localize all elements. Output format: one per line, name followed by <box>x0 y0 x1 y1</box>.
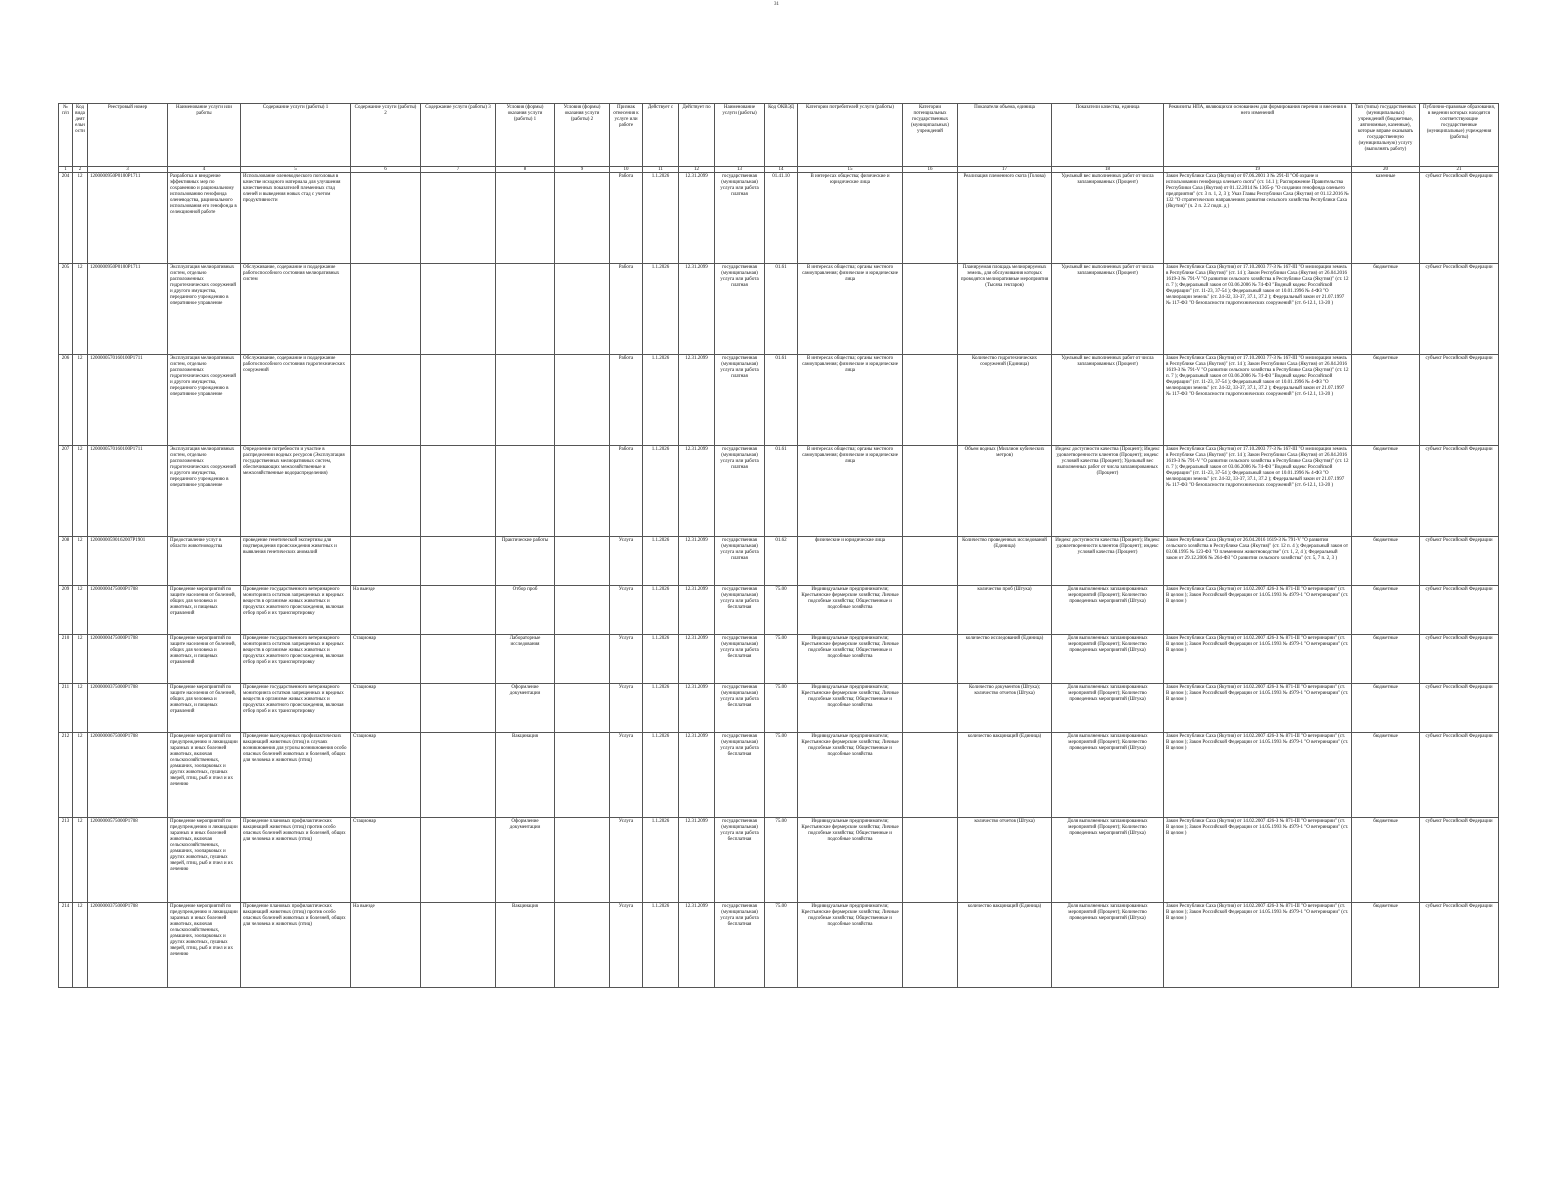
okved-code: 75.00 <box>765 733 798 818</box>
header-cell: Действует с <box>643 104 679 167</box>
table-row <box>59 446 1499 537</box>
volume-indicators: количество проб (Штука) <box>958 586 1052 635</box>
row-number: 211 <box>59 684 73 733</box>
row-number: 204 <box>59 173 73 264</box>
row-number: 210 <box>59 635 73 684</box>
header-cell: Публично-правовые образования, в ведении которых находятся соответствующие государственные (муниципальные) учреждения (работы) <box>1420 104 1499 167</box>
valid-from: 1.1.2026 <box>643 733 679 818</box>
service-content-1: Использование оленеводческого поголовья в качестве исходного материала для улучшения качественных показателей племенных стад оленей и выведения новых стад с учетом продуктивности <box>241 173 351 264</box>
institution-type: бюджетные <box>1352 586 1420 635</box>
registry-number: 12000000590162007Р1901 <box>88 537 168 586</box>
consumer-categories: физические и юридические лица <box>798 537 903 586</box>
legal-acts: Закон Республики Саха (Якутия) от 14.02.2007 426-З № 871-III "О ветеринарии" (ст. В целом ); Закон Российской Федерации от 14.05.1993 № 4979-1 "О ветеринарии" (ст. В целом ) <box>1164 635 1352 684</box>
consumer-categories: Индивидуальные предприниматели; Крестьянские фермерские хозяйства; Личные подсобные хозяйства; Общественные и подсобные хозяйства <box>798 586 903 635</box>
valid-to: 12.31.2099 <box>679 635 715 684</box>
registry-number: 12000000675000Р1708 <box>88 733 168 818</box>
column-number: 12 <box>679 167 715 173</box>
quality-indicators: Удельный вес выполненных работ от числа запланированных (Процент) <box>1052 264 1164 355</box>
institution-type: бюджетные <box>1352 635 1420 684</box>
service-name: Проведение мероприятий по защите населения от болезней, общих для человека и животных, и пищевых отравлений <box>168 684 241 733</box>
service-content-3 <box>421 355 496 446</box>
service-form-2 <box>555 903 610 988</box>
column-number: 14 <box>765 167 798 173</box>
table-row <box>59 586 1499 635</box>
column-number: 21 <box>1420 167 1499 173</box>
valid-to: 12.31.2099 <box>679 684 715 733</box>
quality-indicators: Доля выполненных запланированных мероприятий (Процент); Количество проведенных мероприятий (Штука) <box>1052 818 1164 903</box>
row-number: 205 <box>59 264 73 355</box>
service-kind: Услуга <box>610 537 643 586</box>
valid-to: 12.31.2099 <box>679 903 715 988</box>
page-number: 31 <box>774 2 779 7</box>
row-number: 213 <box>59 818 73 903</box>
registry-number: 12000000375000Р1708 <box>88 903 168 988</box>
column-number: 5 <box>241 167 351 173</box>
header-cell: Содержание услуги (работы) 3 <box>421 104 496 167</box>
public-entity: субъект Российской Федерации <box>1420 903 1499 988</box>
row-number: 208 <box>59 537 73 586</box>
service-form-2 <box>555 733 610 818</box>
valid-to: 12.31.2099 <box>679 818 715 903</box>
service-name: Предоставление услуг в области животноводства <box>168 537 241 586</box>
okved-code: 75.00 <box>765 818 798 903</box>
service-content-3 <box>421 635 496 684</box>
institution-categories <box>903 818 958 903</box>
institution-categories <box>903 635 958 684</box>
volume-indicators: Планируемая площадь мелиорируемых земель, для обслуживания которых проводятся мелиоративные мероприятия (Тысяча гектаров) <box>958 264 1052 355</box>
public-entity: субъект Российской Федерации <box>1420 446 1499 537</box>
valid-from: 1.1.2026 <box>643 264 679 355</box>
service-name: Проведение мероприятий по защите населения от болезней, общих для человека и животных, и пищевых отравлений <box>168 586 241 635</box>
consumer-categories: Индивидуальные предприниматели; Крестьянские фермерские хозяйства; Личные подсобные хозяйства; Общественные и подсобные хозяйства <box>798 733 903 818</box>
okved-code: 01.41.10 <box>765 173 798 264</box>
header-cell: Код ОКВЭД <box>765 104 798 167</box>
service-form-1 <box>496 173 555 264</box>
consumer-categories: Индивидуальные предприниматели; Крестьянские фермерские хозяйства; Личные подсобные хозяйства; Общественные и подсобные хозяйства <box>798 903 903 988</box>
column-number: 2 <box>73 167 88 173</box>
public-entity: субъект Российской Федерации <box>1420 537 1499 586</box>
quality-indicators: Индекс доступности качества (Процент); Индекс удовлетворенности клиентов (Процент); индекс условий качества (Процент); Удельный вес выполненных работ от числа запланированных (Процент) <box>1052 446 1164 537</box>
service-title: государственная (муниципальная) услуга или работа бесплатная <box>715 733 765 818</box>
column-number: 20 <box>1352 167 1420 173</box>
registry-number: 1200000950Р0100Р1711 <box>88 264 168 355</box>
column-number: 4 <box>168 167 241 173</box>
valid-from: 1.1.2026 <box>643 635 679 684</box>
consumer-categories: В интересах общества; органы местного самоуправления; физические и юридические лица <box>798 264 903 355</box>
service-content-2 <box>351 537 421 586</box>
public-entity: субъект Российской Федерации <box>1420 818 1499 903</box>
service-name: Проведение мероприятий по предупреждению и ликвидации заразных и иных болезней животных, включая сельскохозяйственных, домашних, зоопарковых и других животных, пушных зверей, птиц, рыб и пчел и их лечению <box>168 818 241 903</box>
column-number: 1 <box>59 167 73 173</box>
legal-acts: Закон Республики Саха (Якутия) от 26.04.2016 1619-З № 791-V "О развитии сельского хозяйства в Республике Саха (Якутия)" (ст. 12 п. 4 ); Федеральный закон от 03.08.1995 № 123-ФЗ "О племенном животноводстве" (ст. 1, 2, 4 ); Федеральный закон от 29.12.2006 № 264-ФЗ "О развитии сельского хозяйства" (ст. 5, 7 п. 2, 3 ) <box>1164 537 1352 586</box>
header-cell: Содержание услуги (работы) 1 <box>241 104 351 167</box>
institution-categories <box>903 446 958 537</box>
service-name: Эксплуатация мелиоративных систем, отдельно расположенных гидротехнических сооружений и другого имущества, переданного учреждению в оперативное управление <box>168 446 241 537</box>
header-cell: Тип (типы) государственных (муниципальных) учреждений (бюджетные, автономные, казенные), которые вправе оказывать государственную (муниципальную) услугу (выполнять работу) <box>1352 104 1420 167</box>
activity-code: 12 <box>73 446 88 537</box>
public-entity: субъект Российской Федерации <box>1420 586 1499 635</box>
volume-indicators: количество вакцинаций (Единица) <box>958 903 1052 988</box>
header-cell: Показатели качества, единица <box>1052 104 1164 167</box>
institution-type: бюджетные <box>1352 684 1420 733</box>
service-kind: Услуга <box>610 684 643 733</box>
service-content-2: Стационар <box>351 733 421 818</box>
header-cell: Наименование услуги (работы) <box>715 104 765 167</box>
activity-code: 12 <box>73 264 88 355</box>
service-content-1: Обслуживание, содержание и поддержание работоспособного состояния мелиоративных систем <box>241 264 351 355</box>
valid-to: 12.31.2099 <box>679 173 715 264</box>
volume-indicators: количество отчетов (Штука) <box>958 818 1052 903</box>
legal-acts: Закон Республики Саха (Якутия) от 14.02.2007 426-З № 871-III "О ветеринарии" (ст. В целом ); Закон Российской Федерации от 14.05.1993 № 4979-1 "О ветеринарии" (ст. В целом ) <box>1164 586 1352 635</box>
institution-categories <box>903 264 958 355</box>
okved-code: 01.61 <box>765 355 798 446</box>
valid-from: 1.1.2026 <box>643 818 679 903</box>
institution-type: бюджетные <box>1352 537 1420 586</box>
volume-indicators: Количество документов (Штука); количество отчетов (Штука) <box>958 684 1052 733</box>
institution-categories <box>903 684 958 733</box>
service-name: Проведение мероприятий по защите населения от болезней, общих для человека и животных, и пищевых отравлений <box>168 635 241 684</box>
institution-categories <box>903 173 958 264</box>
header-cell: № п/п <box>59 104 73 167</box>
volume-indicators: Количество гидротехнических сооружений (Единица) <box>958 355 1052 446</box>
service-content-2: Стационар <box>351 684 421 733</box>
consumer-categories: Индивидуальные предприниматели; Крестьянские фермерские хозяйства; Личные подсобные хозяйства; Общественные и подсобные хозяйства <box>798 818 903 903</box>
column-number: 3 <box>88 167 168 173</box>
row-number: 207 <box>59 446 73 537</box>
table-row <box>59 264 1499 355</box>
header-cell: Реестровый номер <box>88 104 168 167</box>
column-number: 17 <box>958 167 1052 173</box>
okved-code: 75.00 <box>765 903 798 988</box>
service-name: Разработка и внедрение эффективных мер по сохранению и рациональному использованию генофонда оленеводства, рационального использования его генофонда в селекционной работе <box>168 173 241 264</box>
column-number: 6 <box>351 167 421 173</box>
consumer-categories: В интересах общества; физические и юридические лица <box>798 173 903 264</box>
volume-indicators: количество исследований (Единица) <box>958 635 1052 684</box>
service-title: государственная (муниципальная) услуга или работа бесплатная <box>715 635 765 684</box>
service-title: государственная (муниципальная) услуга или работа бесплатная <box>715 903 765 988</box>
registry-number: 12000000575000Р1708 <box>88 818 168 903</box>
institution-categories <box>903 733 958 818</box>
consumer-categories: В интересах общества; органы местного самоуправления; физические и юридические лица <box>798 446 903 537</box>
institution-type: казенные <box>1352 173 1420 264</box>
valid-to: 12.31.2099 <box>679 446 715 537</box>
registry-number: 1200000570160100Р1711 <box>88 355 168 446</box>
service-kind: Услуга <box>610 733 643 818</box>
okved-code: 75.00 <box>765 684 798 733</box>
quality-indicators: Доля выполненных запланированных мероприятий (Процент); Количество проведенных мероприятий (Штука) <box>1052 586 1164 635</box>
service-form-2 <box>555 586 610 635</box>
service-content-3 <box>421 684 496 733</box>
valid-from: 1.1.2026 <box>643 537 679 586</box>
header-cell: Действует по <box>679 104 715 167</box>
service-content-3 <box>421 903 496 988</box>
service-kind: Работа <box>610 173 643 264</box>
header-cell: Наименование услуги или работы <box>168 104 241 167</box>
service-form-1: Оформление документации <box>496 818 555 903</box>
service-content-1: Проведение вынужденных профилактических вакцинаций животных (птиц) в случаях возникновения для угрозы возникновения особо опасных болезней животных и болезней, общих для человека и животных (птиц) <box>241 733 351 818</box>
quality-indicators: Удельный вес выполненных работ от числа запланированных (Процент) <box>1052 355 1164 446</box>
row-number: 209 <box>59 586 73 635</box>
header-cell: Реквизиты НПА, являющихся основанием для формирования перечня и внесения в него изменений <box>1164 104 1352 167</box>
legal-acts: Закон Республики Саха (Якутия) от 14.02.2007 426-З № 871-III "О ветеринарии" (ст. В целом ); Закон Российской Федерации от 14.05.1993 № 4979-1 "О ветеринарии" (ст. В целом ) <box>1164 684 1352 733</box>
service-content-2 <box>351 446 421 537</box>
service-content-2: На выезде <box>351 586 421 635</box>
legal-acts: Закон Республики Саха (Якутия) от 17.10.2003 77-З № 167-III "О мелиорации земель в Республике Саха (Якутия)" (ст. 14 ); Закон Республики Саха (Якутия) от 26.04.2016 1619-З № 791-V "О развитии сельского хозяйства в Республике Саха (Якутия)" (ст. 12 п. 7 ); Федеральный закон от 03.06.2006 № 74-ФЗ "Водный кодекс Российской Федерации" (ст. 11-23, 37-54 ); Федеральный закон от 10.01.1996 № 4-ФЗ "О мелиорации земель" (ст. 24-32, 33-37, 37.1, 37.2 ); Федеральный закон от 21.07.1997 № 117-ФЗ "О безопасности гидротехнических сооружений" (ст. 6-12.1, 13-20 ) <box>1164 446 1352 537</box>
service-name: Эксплуатация мелиоративных систем, отдельно расположенных гидротехнических сооружений и другого имущества, переданного учреждению в оперативное управление <box>168 264 241 355</box>
service-form-2 <box>555 173 610 264</box>
activity-code: 12 <box>73 818 88 903</box>
header-cell: Показатели объема, единица <box>958 104 1052 167</box>
institution-type: бюджетные <box>1352 733 1420 818</box>
service-kind: Услуга <box>610 818 643 903</box>
okved-code: 75.00 <box>765 635 798 684</box>
service-content-3 <box>421 733 496 818</box>
service-content-1: Определение потребности и участие в распределении водных ресурсов (Эксплуатация государственных мелиоративных систем, обеспечивающих межхозяйственные и межхозяйственные водораспределения) <box>241 446 351 537</box>
valid-from: 1.1.2026 <box>643 586 679 635</box>
service-form-2 <box>555 818 610 903</box>
volume-indicators: количество вакцинаций (Единица) <box>958 733 1052 818</box>
activity-code: 12 <box>73 903 88 988</box>
registry-number: 1200000950Р0100Р1711 <box>88 173 168 264</box>
valid-from: 1.1.2026 <box>643 684 679 733</box>
service-content-3 <box>421 818 496 903</box>
registry-number: 1200000570160100Р1711 <box>88 446 168 537</box>
service-form-1 <box>496 446 555 537</box>
legal-acts: Закон Республики Саха (Якутия) от 17.10.2003 77-З № 167-III "О мелиорации земель в Республике Саха (Якутия)" (ст. 14 ); Закон Республики Саха (Якутия) от 26.04.2016 1619-З № 791-V "О развитии сельского хозяйства в Республике Саха (Якутия)" (ст. 12 п. 7 ); Федеральный закон от 03.06.2006 № 74-ФЗ "Водный кодекс Российской Федерации" (ст. 11-23, 37-54 ); Федеральный закон от 10.01.1996 № 4-ФЗ "О мелиорации земель" (ст. 24-32, 33-37, 37.1, 37.2 ); Федеральный закон от 21.07.1997 № 117-ФЗ "О безопасности гидротехнических сооружений" (ст. 6-12.1, 13-20 ) <box>1164 264 1352 355</box>
institution-type: бюджетные <box>1352 355 1420 446</box>
service-content-2 <box>351 264 421 355</box>
service-content-3 <box>421 586 496 635</box>
header-cell: Категории потенциальных государственных (муниципальных) учреждений <box>903 104 958 167</box>
column-number: 9 <box>555 167 610 173</box>
legal-acts: Закон Республики Саха (Якутия) от 14.02.2007 426-З № 871-III "О ветеринарии" (ст. В целом ); Закон Российской Федерации от 14.05.1993 № 4979-1 "О ветеринарии" (ст. В целом ) <box>1164 903 1352 988</box>
activity-code: 12 <box>73 355 88 446</box>
table-row <box>59 173 1499 264</box>
service-content-2: Стационар <box>351 818 421 903</box>
institution-categories <box>903 537 958 586</box>
table-row <box>59 635 1499 684</box>
service-content-1: Проведение плановых профилактических вакцинаций животных (птиц) против особо опасных болезней животных и болезней, общих для человека и животных (птиц) <box>241 818 351 903</box>
institution-categories <box>903 586 958 635</box>
consumer-categories: Индивидуальные предприниматели; Крестьянские фермерские хозяйства; Личные подсобные хозяйства; Общественные и подсобные хозяйства <box>798 684 903 733</box>
service-title: государственная (муниципальная) услуга или работа платная <box>715 355 765 446</box>
services-register-table <box>58 103 1499 988</box>
service-title: государственная (муниципальная) услуга или работа платная <box>715 173 765 264</box>
consumer-categories: Индивидуальные предприниматели; Крестьянские фермерские хозяйства; Личные подсобные хозяйства; Общественные и подсобные хозяйства <box>798 635 903 684</box>
service-form-2 <box>555 355 610 446</box>
quality-indicators: Доля выполненных запланированных мероприятий (Процент); Количество проведенных мероприятий (Штука) <box>1052 684 1164 733</box>
quality-indicators: Доля выполненных запланированных мероприятий (Процент); Количество проведенных мероприятий (Штука) <box>1052 635 1164 684</box>
service-form-1 <box>496 264 555 355</box>
service-title: государственная (муниципальная) услуга или работа бесплатная <box>715 586 765 635</box>
service-form-2 <box>555 537 610 586</box>
column-number: 18 <box>1052 167 1164 173</box>
service-content-1: Проведение государственного ветеринарного мониторинга остатков запрещенных и вредных веществ в организме живых животных и продуктах животного происхождения, включая отбор проб и их транспортировку <box>241 586 351 635</box>
service-form-1: Оформление документации <box>496 684 555 733</box>
service-title: государственная (муниципальная) услуга или работа бесплатная <box>715 684 765 733</box>
service-title: государственная (муниципальная) услуга или работа бесплатная <box>715 818 765 903</box>
volume-indicators: Реализация племенного скота (Голова) <box>958 173 1052 264</box>
header-cell: Код вида деятельности <box>73 104 88 167</box>
column-number: 7 <box>421 167 496 173</box>
public-entity: субъект Российской Федерации <box>1420 173 1499 264</box>
okved-code: 01.62 <box>765 537 798 586</box>
quality-indicators: Доля выполненных запланированных мероприятий (Процент); Количество проведенных мероприятий (Штука) <box>1052 733 1164 818</box>
table-row <box>59 818 1499 903</box>
service-title: государственная (муниципальная) услуга или работа платная <box>715 264 765 355</box>
table-row <box>59 355 1499 446</box>
service-form-2 <box>555 264 610 355</box>
service-content-3 <box>421 173 496 264</box>
public-entity: субъект Российской Федерации <box>1420 684 1499 733</box>
header-cell: Условия (формы) оказания услуги (работы) 2 <box>555 104 610 167</box>
column-number: 16 <box>903 167 958 173</box>
service-form-1 <box>496 355 555 446</box>
okved-code: 75.00 <box>765 586 798 635</box>
activity-code: 12 <box>73 537 88 586</box>
service-content-3 <box>421 264 496 355</box>
institution-categories <box>903 355 958 446</box>
registry-number: 12000000475000Р1708 <box>88 635 168 684</box>
header-cell: Условия (формы) оказания услуги (работы) 1 <box>496 104 555 167</box>
volume-indicators: Количество проведенных исследований (Единица) <box>958 537 1052 586</box>
service-form-2 <box>555 684 610 733</box>
column-number: 8 <box>496 167 555 173</box>
service-kind: Работа <box>610 355 643 446</box>
service-kind: Услуга <box>610 635 643 684</box>
institution-categories <box>903 903 958 988</box>
table-row <box>59 903 1499 988</box>
service-form-1: Вакцинация <box>496 733 555 818</box>
service-content-3 <box>421 537 496 586</box>
legal-acts: Закон Республики Саха (Якутия) от 14.02.2007 426-З № 871-III "О ветеринарии" (ст. В целом ); Закон Российской Федерации от 14.05.1993 № 4979-1 "О ветеринарии" (ст. В целом ) <box>1164 733 1352 818</box>
institution-type: бюджетные <box>1352 818 1420 903</box>
activity-code: 12 <box>73 635 88 684</box>
activity-code: 12 <box>73 733 88 818</box>
valid-to: 12.31.2099 <box>679 586 715 635</box>
registry-number: 12000000475000Р1708 <box>88 586 168 635</box>
header-row <box>59 104 1499 167</box>
service-title: государственная (муниципальная) услуга или работа платная <box>715 446 765 537</box>
valid-to: 12.31.2099 <box>679 355 715 446</box>
registry-number: 12000000375000Р1708 <box>88 684 168 733</box>
volume-indicators: Объем водных (Миллион кубических метров) <box>958 446 1052 537</box>
service-content-3 <box>421 446 496 537</box>
row-number: 212 <box>59 733 73 818</box>
valid-to: 12.31.2099 <box>679 733 715 818</box>
public-entity: субъект Российской Федерации <box>1420 733 1499 818</box>
activity-code: 12 <box>73 684 88 733</box>
row-number: 206 <box>59 355 73 446</box>
activity-code: 12 <box>73 173 88 264</box>
valid-from: 1.1.2026 <box>643 173 679 264</box>
consumer-categories: В интересах общества; органы местного самоуправления; физические и юридические лица <box>798 355 903 446</box>
valid-from: 1.1.2026 <box>643 446 679 537</box>
header-cell: Содержание услуги (работы) 2 <box>351 104 421 167</box>
service-form-1: Вакцинация <box>496 903 555 988</box>
table-row <box>59 684 1499 733</box>
service-kind: Работа <box>610 264 643 355</box>
legal-acts: Закон Республики Саха (Якутия) от 17.10.2003 77-З № 167-III "О мелиорации земель в Республике Саха (Якутия)" (ст. 14 ); Закон Республики Саха (Якутия) от 26.04.2016 1619-З № 791-V "О развитии сельского хозяйства в Республике Саха (Якутия)" (ст. 12 п. 7 ); Федеральный закон от 03.06.2006 № 74-ФЗ "Водный кодекс Российской Федерации" (ст. 11-23, 37-54 ); Федеральный закон от 10.01.1996 № 4-ФЗ "О мелиорации земель" (ст. 24-32, 33-37, 37.1, 37.2 ); Федеральный закон от 21.07.1997 № 117-ФЗ "О безопасности гидротехнических сооружений" (ст. 6-12.1, 13-20 ) <box>1164 355 1352 446</box>
legal-acts: Закон Республики Саха (Якутия) от 14.02.2007 426-З № 871-III "О ветеринарии" (ст. В целом ); Закон Российской Федерации от 14.05.1993 № 4979-1 "О ветеринарии" (ст. В целом ) <box>1164 818 1352 903</box>
column-number: 13 <box>715 167 765 173</box>
header-cell: Категории потребителей услуги (работы) <box>798 104 903 167</box>
okved-code: 01.61 <box>765 446 798 537</box>
institution-type: бюджетные <box>1352 903 1420 988</box>
header-cell: Признак отнесения к услуге или работе <box>610 104 643 167</box>
service-content-1: Обслуживание, содержание и поддержание работоспособного состояния гидротехнических сооружений <box>241 355 351 446</box>
public-entity: субъект Российской Федерации <box>1420 264 1499 355</box>
column-number: 11 <box>643 167 679 173</box>
service-content-2: На выезде <box>351 903 421 988</box>
valid-from: 1.1.2026 <box>643 903 679 988</box>
service-form-1: Лабораторные исследования <box>496 635 555 684</box>
service-content-2: Стационар <box>351 635 421 684</box>
quality-indicators: Удельный вес выполненных работ от числа запланированных (Процент) <box>1052 173 1164 264</box>
service-content-1: проведение генетической экспертизы для подтверждения происхождения животных и выявления генетических аномалий <box>241 537 351 586</box>
okved-code: 01.61 <box>765 264 798 355</box>
service-form-2 <box>555 446 610 537</box>
row-number: 214 <box>59 903 73 988</box>
quality-indicators: Доля выполненных запланированных мероприятий (Процент); Количество проведенных мероприятий (Штука) <box>1052 903 1164 988</box>
valid-to: 12.31.2099 <box>679 264 715 355</box>
public-entity: субъект Российской Федерации <box>1420 635 1499 684</box>
service-form-1: Отбор проб <box>496 586 555 635</box>
service-kind: Услуга <box>610 903 643 988</box>
valid-from: 1.1.2026 <box>643 355 679 446</box>
service-content-2 <box>351 173 421 264</box>
service-title: государственная (муниципальная) услуга или работа платная <box>715 537 765 586</box>
service-name: Эксплуатация мелиоративных систем, отдельно расположенных гидротехнических сооружений и другого имущества, переданного учреждению в оперативное управление <box>168 355 241 446</box>
service-content-1: Проведение государственного ветеринарного мониторинга остатков запрещенных и вредных веществ в организме живых животных и продуктах животного происхождения, включая отбор проб и их транспортировку <box>241 635 351 684</box>
service-content-1: Проведение плановых профилактических вакцинаций животных (птиц) против особо опасных болезней животных и болезней, общих для человека и животных (птиц) <box>241 903 351 988</box>
table-row <box>59 733 1499 818</box>
institution-type: бюджетные <box>1352 446 1420 537</box>
service-kind: Работа <box>610 446 643 537</box>
public-entity: субъект Российской Федерации <box>1420 355 1499 446</box>
institution-type: бюджетные <box>1352 264 1420 355</box>
service-name: Проведение мероприятий по предупреждению и ликвидации заразных и иных болезней животных, включая сельскохозяйственных, домашних, зоопарковых и других животных, пушных зверей, птиц, рыб и пчел и их лечению <box>168 903 241 988</box>
service-form-1: Практические работы <box>496 537 555 586</box>
column-number: 15 <box>798 167 903 173</box>
quality-indicators: Индекс доступности качества (Процент); Индекс удовлетворенности клиентов (Процент); индекс условий качества (Процент) <box>1052 537 1164 586</box>
service-form-2 <box>555 635 610 684</box>
service-name: Проведение мероприятий по предупреждению и ликвидации заразных и иных болезней животных, включая сельскохозяйственных, домашних, зоопарковых и других животных, пушных зверей, птиц, рыб и пчел и их лечению <box>168 733 241 818</box>
column-number: 10 <box>610 167 643 173</box>
service-content-1: Проведение государственного ветеринарного мониторинга остатков запрещенных и вредных веществ в организме живых животных и продуктах животного происхождения, включая отбор проб и их транспортировку <box>241 684 351 733</box>
column-number: 19 <box>1164 167 1352 173</box>
legal-acts: Закон Республики Саха (Якутия) от 07.06.2001 З № 291-II "Об охране и использовании генофонда оленьего скота" (ст. 14.1 ); Распоряжение Правительства Республики Саха (Якутия) от 01.12.2014 № 1365-р "О создании генофонда оленьего предприятия" (ст. 3 п. 1, 2, 3 ); Указ Главы Республики Саха (Якутия) от 01.12.2016 № 132 "О стратегических направлениях развития сельского хозяйства Республики Саха (Якутия)" (ч. 2 п. 2.2 подп. д ) <box>1164 173 1352 264</box>
table-row <box>59 537 1499 586</box>
activity-code: 12 <box>73 586 88 635</box>
service-kind: Услуга <box>610 586 643 635</box>
valid-to: 12.31.2099 <box>679 537 715 586</box>
service-content-2 <box>351 355 421 446</box>
